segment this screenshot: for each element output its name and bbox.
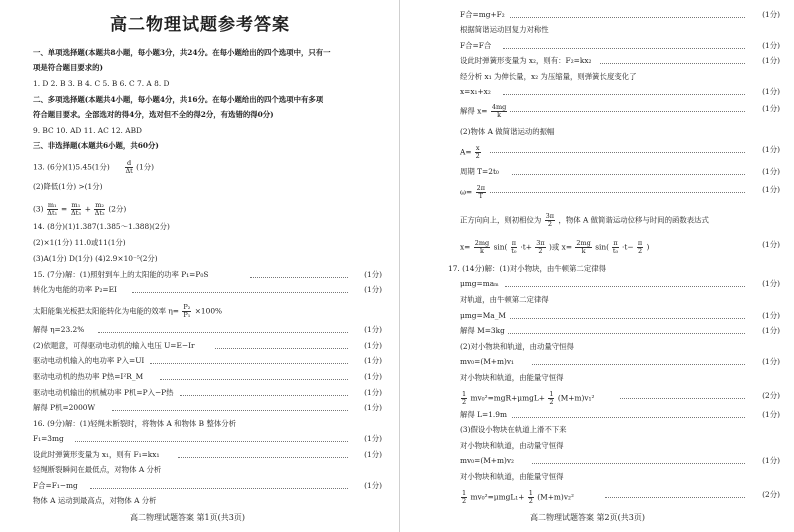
score: (1分) (364, 270, 382, 279)
r-line11: ω= $\frac{2\pi}{T}$ (460, 184, 486, 200)
r-line15: μmg=maₘ (460, 279, 499, 288)
r-line20: mv₀=(M+m)v₁ (460, 357, 515, 366)
r-line26: mv₀=(M+m)v₂ (460, 456, 515, 465)
q16-line2: F₁=3mg (33, 434, 64, 443)
score: (1分) (762, 240, 780, 249)
r-line23: 解得 L=1.9m (460, 410, 507, 419)
leader-dots (510, 318, 745, 319)
score: (1分) (762, 279, 780, 288)
q14-part3: (3)A(1分) D(1分) (4)2.9×10⁻⁵(2分) (33, 254, 158, 263)
q16-line4: 轻绳断裂瞬间在最低点，对物体 A 分析 (33, 465, 162, 474)
score: (1分) (364, 341, 382, 350)
section3-heading: 三、非选择题(本题共6小题，共60分) (33, 141, 159, 150)
leader-dots (178, 457, 348, 458)
leader-dots (215, 348, 348, 349)
section2-answers: 9. BC 10. AD 11. AC 12. ABD (33, 126, 142, 135)
score: (1分) (762, 104, 780, 113)
q17-line1: 17. (14分)解：(1)对小物块，由牛顿第二定律得 (448, 264, 606, 273)
score: (2分) (762, 391, 780, 400)
score: (1分) (364, 434, 382, 443)
leader-dots (532, 463, 745, 464)
q15-line7: 驱动电动机的热功率 P热=I²R_M (33, 372, 144, 381)
page-title: 高二物理试题参考答案 (110, 15, 290, 35)
score: (1分) (364, 372, 382, 381)
score: (1分) (364, 356, 382, 365)
score: (2分) (762, 490, 780, 499)
r-line1: F合=mg+F₂ (460, 10, 505, 19)
score: (1分) (364, 285, 382, 294)
leader-dots (90, 488, 348, 489)
score: (1分) (762, 185, 780, 194)
q15-line1: 15. (7分)解：(1)照射到车上的太阳能的功率 P₁=P₀S (33, 270, 209, 279)
r-line9: A= $\frac{x}{2}$ (460, 144, 480, 160)
r-line3: F合=F合 (460, 41, 492, 50)
q15-line4: 解得 η=23.2% (33, 325, 85, 334)
leader-dots (600, 63, 745, 64)
q16-line6: 物体 A 运动到最高点，对物体 A 分析 (33, 496, 157, 505)
score: (1分) (762, 326, 780, 335)
r-line25: 对小物块和轨道，由动量守恒得 (460, 441, 564, 450)
leader-dots (490, 152, 745, 153)
section1-answers: 1. D 2. B 3. B 4. C 5. B 6. C 7. A 8. D (33, 79, 170, 88)
r-line28: $\frac{1}{2}$ mv₀²=μmgL₁+ $\frac{1}{2}$ (M+m)v₂² (462, 489, 574, 505)
leader-dots (250, 277, 348, 278)
score: (1分) (364, 481, 382, 490)
leader-dots (160, 379, 348, 380)
r-line10: 周期 T=2t₀ (460, 167, 499, 176)
score: (1分) (762, 87, 780, 96)
r-line18: 解得 M=3kg (460, 326, 505, 335)
leader-dots (150, 363, 348, 364)
r-line16: 对轨道，由牛顿第二定律得 (460, 295, 549, 304)
q14-part2: (2)×1(1分) 11.0或11(1分) (33, 238, 126, 247)
score: (1分) (762, 41, 780, 50)
score: (1分) (364, 388, 382, 397)
r-line13: x= $\frac{2mg}{k}$ sin( $\frac{\pi}{\text{t₀}}$ ·t+ $\frac{3\pi}{2}$ )或 x= $\frac{2mg}{k}$ sin( $\frac{\pi}{\text{t₀}}$ ·t− $\frac{\pi}{2}$ ) (460, 239, 650, 255)
leader-dots (503, 94, 745, 95)
r-line19: (2)对小物块和轨道，由动量守恒得 (460, 342, 574, 351)
q15-line9: 解得 P机=2000W (33, 403, 96, 412)
score: (1分) (762, 410, 780, 419)
section2-heading: 二、多项选择题(本题共4小题，每小题4分，共16分。在每小题给出的四个选项中有多项 (33, 95, 324, 104)
leader-dots (132, 292, 348, 293)
leader-dots (503, 48, 745, 49)
leader-dots (512, 174, 745, 175)
page-footer: 高二物理试题答案 第1页(共3页) (130, 513, 245, 522)
r-line21: 对小物块和轨道，由能量守恒得 (460, 373, 564, 382)
page-footer: 高二物理试题答案 第2页(共3页) (530, 513, 645, 522)
r-line5: 经分析 x₁ 为伸长量，x₂ 为压缩量，则弹簧长度变化了 (460, 72, 637, 81)
section1-heading: 一、单项选择题(本题共8小题，每小题3分，共24分。在每小题给出的四个选项中，只有一 (33, 48, 331, 57)
leader-dots (508, 333, 745, 334)
leader-dots (75, 441, 348, 442)
leader-dots (112, 410, 348, 411)
q16-line1: 16. (9分)解：(1)轻绳未断裂时，将物体 A 和物体 B 整体分析 (33, 419, 237, 428)
leader-dots (98, 332, 348, 333)
r-line8: (2)物体 A 做简谐运动的振幅 (460, 127, 555, 136)
score: (1分) (762, 10, 780, 19)
r-line17: μmg=Ma_M (460, 311, 506, 320)
r-line7: 解得 x= $\frac{4mg}{k}$ (460, 103, 507, 119)
leader-dots (180, 395, 348, 396)
leader-dots (512, 417, 745, 418)
score: (1分) (762, 167, 780, 176)
q15-line8: 驱动电动机输出的机械功率 P机=P入−P热 (33, 388, 174, 397)
section2-heading-cont: 符合题目要求。全部选对的得4分，选对但不全的得2分，有选错的得0分) (33, 110, 274, 119)
leader-dots (620, 398, 745, 399)
r-line22: $\frac{1}{2}$ mv₀²=mgR+μmgL+ $\frac{1}{2}$ (M+m)v₁² (462, 390, 595, 406)
score: (1分) (762, 145, 780, 154)
q13-part1-text: 13. (6分)(1)5.45(1分) (33, 162, 110, 172)
q15-line3: 太阳能集光板把太阳能转化为电能的效率 η= $\frac{\text{P₂}}{\text{P₁}}$ ×100% (33, 303, 223, 319)
score: (1分) (364, 450, 382, 459)
q16-line3: 设此时弹簧形变量为 x₁，则有 F₁=kx₁ (33, 450, 160, 459)
q13-fraction: $\frac{d}{\Delta t}$ (125, 159, 133, 175)
r-line6: x=x₁+x₂ (460, 87, 491, 96)
score: (1分) (364, 325, 382, 334)
q13-part2: (2)降低(1分) >(1分) (33, 182, 103, 191)
score: (1分) (364, 403, 382, 412)
answer-page-2 (400, 0, 794, 532)
leader-dots (605, 497, 745, 498)
q13-part1: 13. (6分)(1)5.45(1分) $\frac{d}{\Delta t}$ (1分) (33, 159, 155, 175)
score: (1分) (762, 311, 780, 320)
r-line4: 设此时弹簧形变量为 x₂，则有：F₂=kx₂ (460, 56, 592, 65)
q16-line5: F合=F₁−mg (33, 481, 78, 490)
score: (1分) (762, 456, 780, 465)
leader-dots (532, 364, 745, 365)
r-line2: 根据简谐运动回复力对称性 (460, 25, 549, 34)
leader-dots (510, 17, 745, 18)
score: (1分) (762, 56, 780, 65)
leader-dots (505, 286, 745, 287)
q15-line6: 驱动电动机输入的电功率 P入=UI (33, 356, 145, 365)
q13-part3: (3) $\frac{\text{m₁}}{\text{Δt₁}}$ = $\frac{\text{m₁}}{\text{Δt₃}}$ + $\frac{\text{m₂}}{\text{Δt₂}}$ (2分) (33, 201, 127, 217)
q14-part1: 14. (8分)(1)1.387(1.385～1.388)(2分) (33, 222, 170, 231)
leader-dots (510, 111, 745, 112)
r-line24: (3)假设小物块在轨道上滑不下来 (460, 425, 567, 434)
leader-dots (490, 192, 745, 193)
q15-line5: (2)依题意，可得驱动电动机的输入电压 U=E−Ir (33, 341, 195, 350)
r-line12: 正方向向上，则初相位为 $\frac{3\pi}{2}$ ，物体 A 做简谐运动位移与时间的函数表达式 (460, 212, 709, 228)
q15-line2: 转化为电能的功率 P₂=EI (33, 285, 117, 294)
r-line27: 对小物块和轨道，由能量守恒得 (460, 472, 564, 481)
score: (1分) (762, 357, 780, 366)
section1-heading-cont: 项是符合题目要求的) (33, 63, 104, 72)
